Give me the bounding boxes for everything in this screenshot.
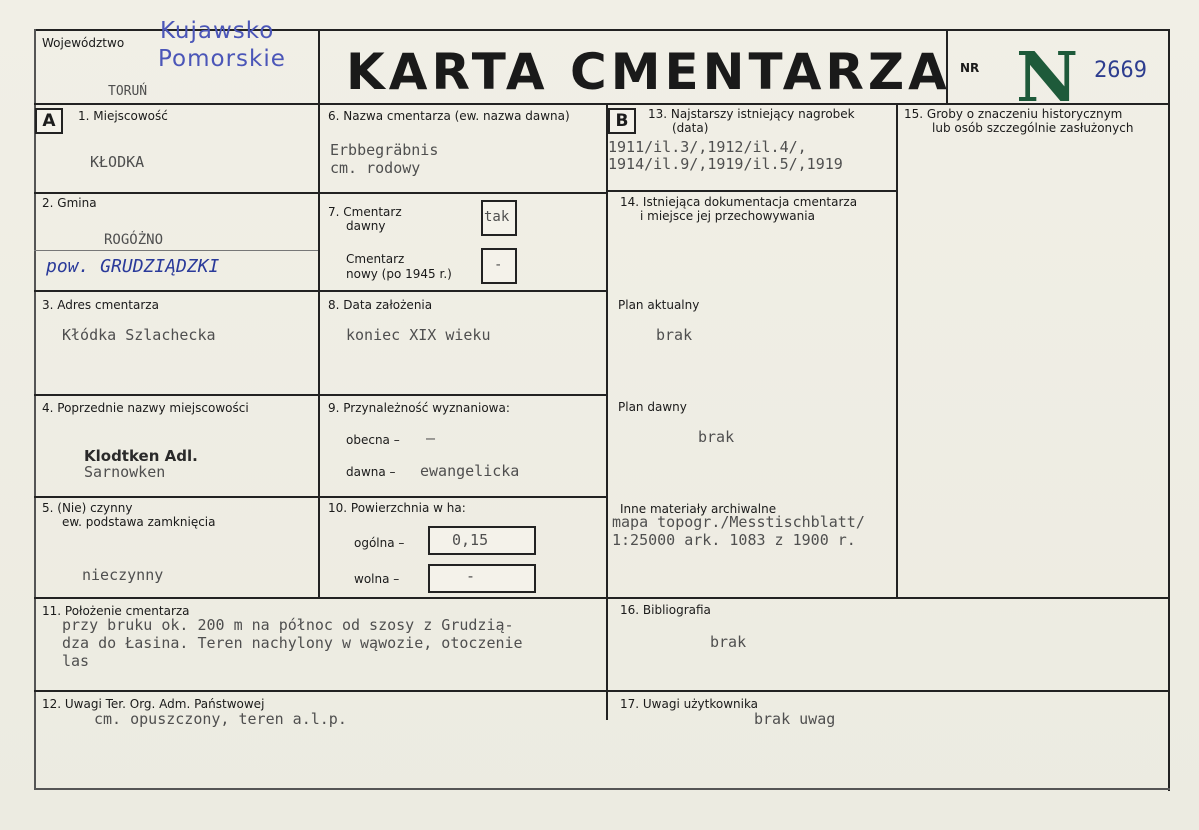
field-12-value: cm. opuszczony, teren a.l.p. xyxy=(94,710,347,728)
inne-label: Inne materiały archiwalne xyxy=(620,502,777,516)
field-4-stamp: Klodtken Adl. xyxy=(84,447,198,465)
field-7-nowy-value: - xyxy=(494,257,503,273)
field-3-value: Kłódka Szlachecka xyxy=(62,326,216,344)
region-stamp-line1: Kujawsko xyxy=(160,18,275,44)
field-12-label: 12. Uwagi Ter. Org. Adm. Państwowej xyxy=(42,697,265,711)
nr-label: NR xyxy=(960,61,980,75)
field-8-label: 8. Data założenia xyxy=(328,298,433,312)
field-1-value: KŁODKA xyxy=(90,153,145,171)
section-a-box: A xyxy=(35,108,63,134)
field-4-label: 4. Poprzednie nazwy miejscowości xyxy=(42,401,249,415)
field-2-value: ROGÓŻNO xyxy=(104,232,164,248)
field-2-handwritten: pow. GRUDZIĄDZKI xyxy=(46,256,220,277)
frame-left xyxy=(34,29,36,789)
field-6-value-1: Erbbegräbnis xyxy=(330,141,439,159)
nr-letter: N xyxy=(1016,38,1079,118)
col-divider-2 xyxy=(606,103,608,720)
field-15-label-2: lub osób szczególnie zasłużonych xyxy=(932,121,1134,135)
field-11-line-2: dza do Łasina. Teren nachylony w wąwozie, otoczenie xyxy=(62,634,523,652)
plan-aktualny-value: brak xyxy=(656,326,693,344)
header-divider-left xyxy=(318,29,320,105)
header-bottom xyxy=(34,103,1170,105)
field-7-dawny-label-2: dawny xyxy=(346,219,386,233)
section-b-box: B xyxy=(608,108,636,134)
field-7-dawny-value: tak xyxy=(484,209,510,225)
field-10-wolna-label: wolna – xyxy=(354,572,400,586)
row-line-gmina-sub xyxy=(34,250,318,251)
field-10-ogolna-box xyxy=(428,526,536,555)
field-17-value: brak uwag xyxy=(754,710,836,728)
nr-number: 2669 xyxy=(1094,58,1147,83)
field-7-nowy-box xyxy=(481,248,517,284)
field-2-label: 2. Gmina xyxy=(42,196,97,210)
wojewodztwo-label: Województwo xyxy=(42,36,125,50)
field-1-label: 1. Miejscowość xyxy=(78,109,168,123)
row-line-l1 xyxy=(34,192,608,194)
field-9-label: 9. Przynależność wyznaniowa: xyxy=(328,401,510,415)
field-5-label-2: ew. podstawa zamknięcia xyxy=(62,515,216,529)
field-7-dawny-label-1: 7. Cmentarz xyxy=(328,205,402,219)
field-10-wolna-value: - xyxy=(466,567,476,585)
row-line-lower-1 xyxy=(34,597,1170,599)
field-11-label: 11. Położenie cmentarza xyxy=(42,604,190,618)
field-10-label: 10. Powierzchnia w ha: xyxy=(328,501,466,515)
plan-dawny-label: Plan dawny xyxy=(618,400,687,414)
field-13-label-1: 13. Najstarszy istniejący nagrobek xyxy=(648,107,855,121)
field-16-label: 16. Bibliografia xyxy=(620,603,711,617)
field-14-label-2: i miejsce jej przechowywania xyxy=(640,209,815,223)
field-9-dawna-label: dawna – xyxy=(346,465,396,479)
field-15-label-1: 15. Groby o znaczeniu historycznym xyxy=(904,107,1123,121)
row-line-b1 xyxy=(606,190,898,192)
field-7-nowy-label-1: Cmentarz xyxy=(346,252,405,266)
col-divider-3 xyxy=(896,103,898,598)
field-9-obecna-label: obecna – xyxy=(346,433,400,447)
field-9-dawna-value: ewangelicka xyxy=(420,462,520,480)
field-5-value: nieczynny xyxy=(82,566,164,584)
field-6-value-2: cm. rodowy xyxy=(330,159,421,177)
field-10-ogolna-label: ogólna – xyxy=(354,536,405,550)
field-8-value: koniec XIX wieku xyxy=(346,326,491,344)
field-7-dawny-box xyxy=(481,200,517,236)
region-stamp-line2: Pomorskie xyxy=(158,46,286,72)
field-5-label-1: 5. (Nie) czynny xyxy=(42,501,133,515)
plan-dawny-value: brak xyxy=(698,428,735,446)
frame-right xyxy=(1168,29,1170,791)
field-11-line-3: las xyxy=(62,652,90,670)
field-10-ogolna-value: 0,15 xyxy=(452,531,489,549)
field-7-nowy-label-2: nowy (po 1945 r.) xyxy=(346,267,452,281)
inne-value-1: mapa topogr./Messtischblatt/ xyxy=(612,513,865,531)
col-divider-1 xyxy=(318,103,320,598)
field-17-label: 17. Uwagi użytkownika xyxy=(620,697,759,711)
row-line-l4 xyxy=(34,496,608,498)
field-6-label: 6. Nazwa cmentarza (ew. nazwa dawna) xyxy=(328,109,570,123)
field-10-wolna-box xyxy=(428,564,536,593)
row-line-l3 xyxy=(34,394,608,396)
frame-bottom xyxy=(34,788,1170,790)
field-13-value-2: 1914/il.9/,1919/il.5/,1919 xyxy=(608,155,843,173)
field-14-label-1: 14. Istniejąca dokumentacja cmentarza xyxy=(620,195,858,209)
wojewodztwo-typed: TORUŃ xyxy=(108,84,148,99)
row-line-l2 xyxy=(34,290,608,292)
card-title: KARTA CMENTARZA xyxy=(346,43,951,101)
plan-aktualny-label: Plan aktualny xyxy=(618,298,700,312)
field-16-value: brak xyxy=(710,633,747,651)
field-9-obecna-value: – xyxy=(426,429,436,447)
field-11-line-1: przy bruku ok. 200 m na północ od szosy z Grudzią- xyxy=(62,616,514,634)
field-13-label-2: (data) xyxy=(672,121,709,135)
row-line-lower-2 xyxy=(34,690,1170,692)
field-4-typed: Sarnowken xyxy=(84,463,166,481)
inne-value-2: 1:25000 ark. 1083 z 1900 r. xyxy=(612,531,856,549)
field-13-value-1: 1911/il.3/,1912/il.4/, xyxy=(608,138,807,156)
field-3-label: 3. Adres cmentarza xyxy=(42,298,159,312)
